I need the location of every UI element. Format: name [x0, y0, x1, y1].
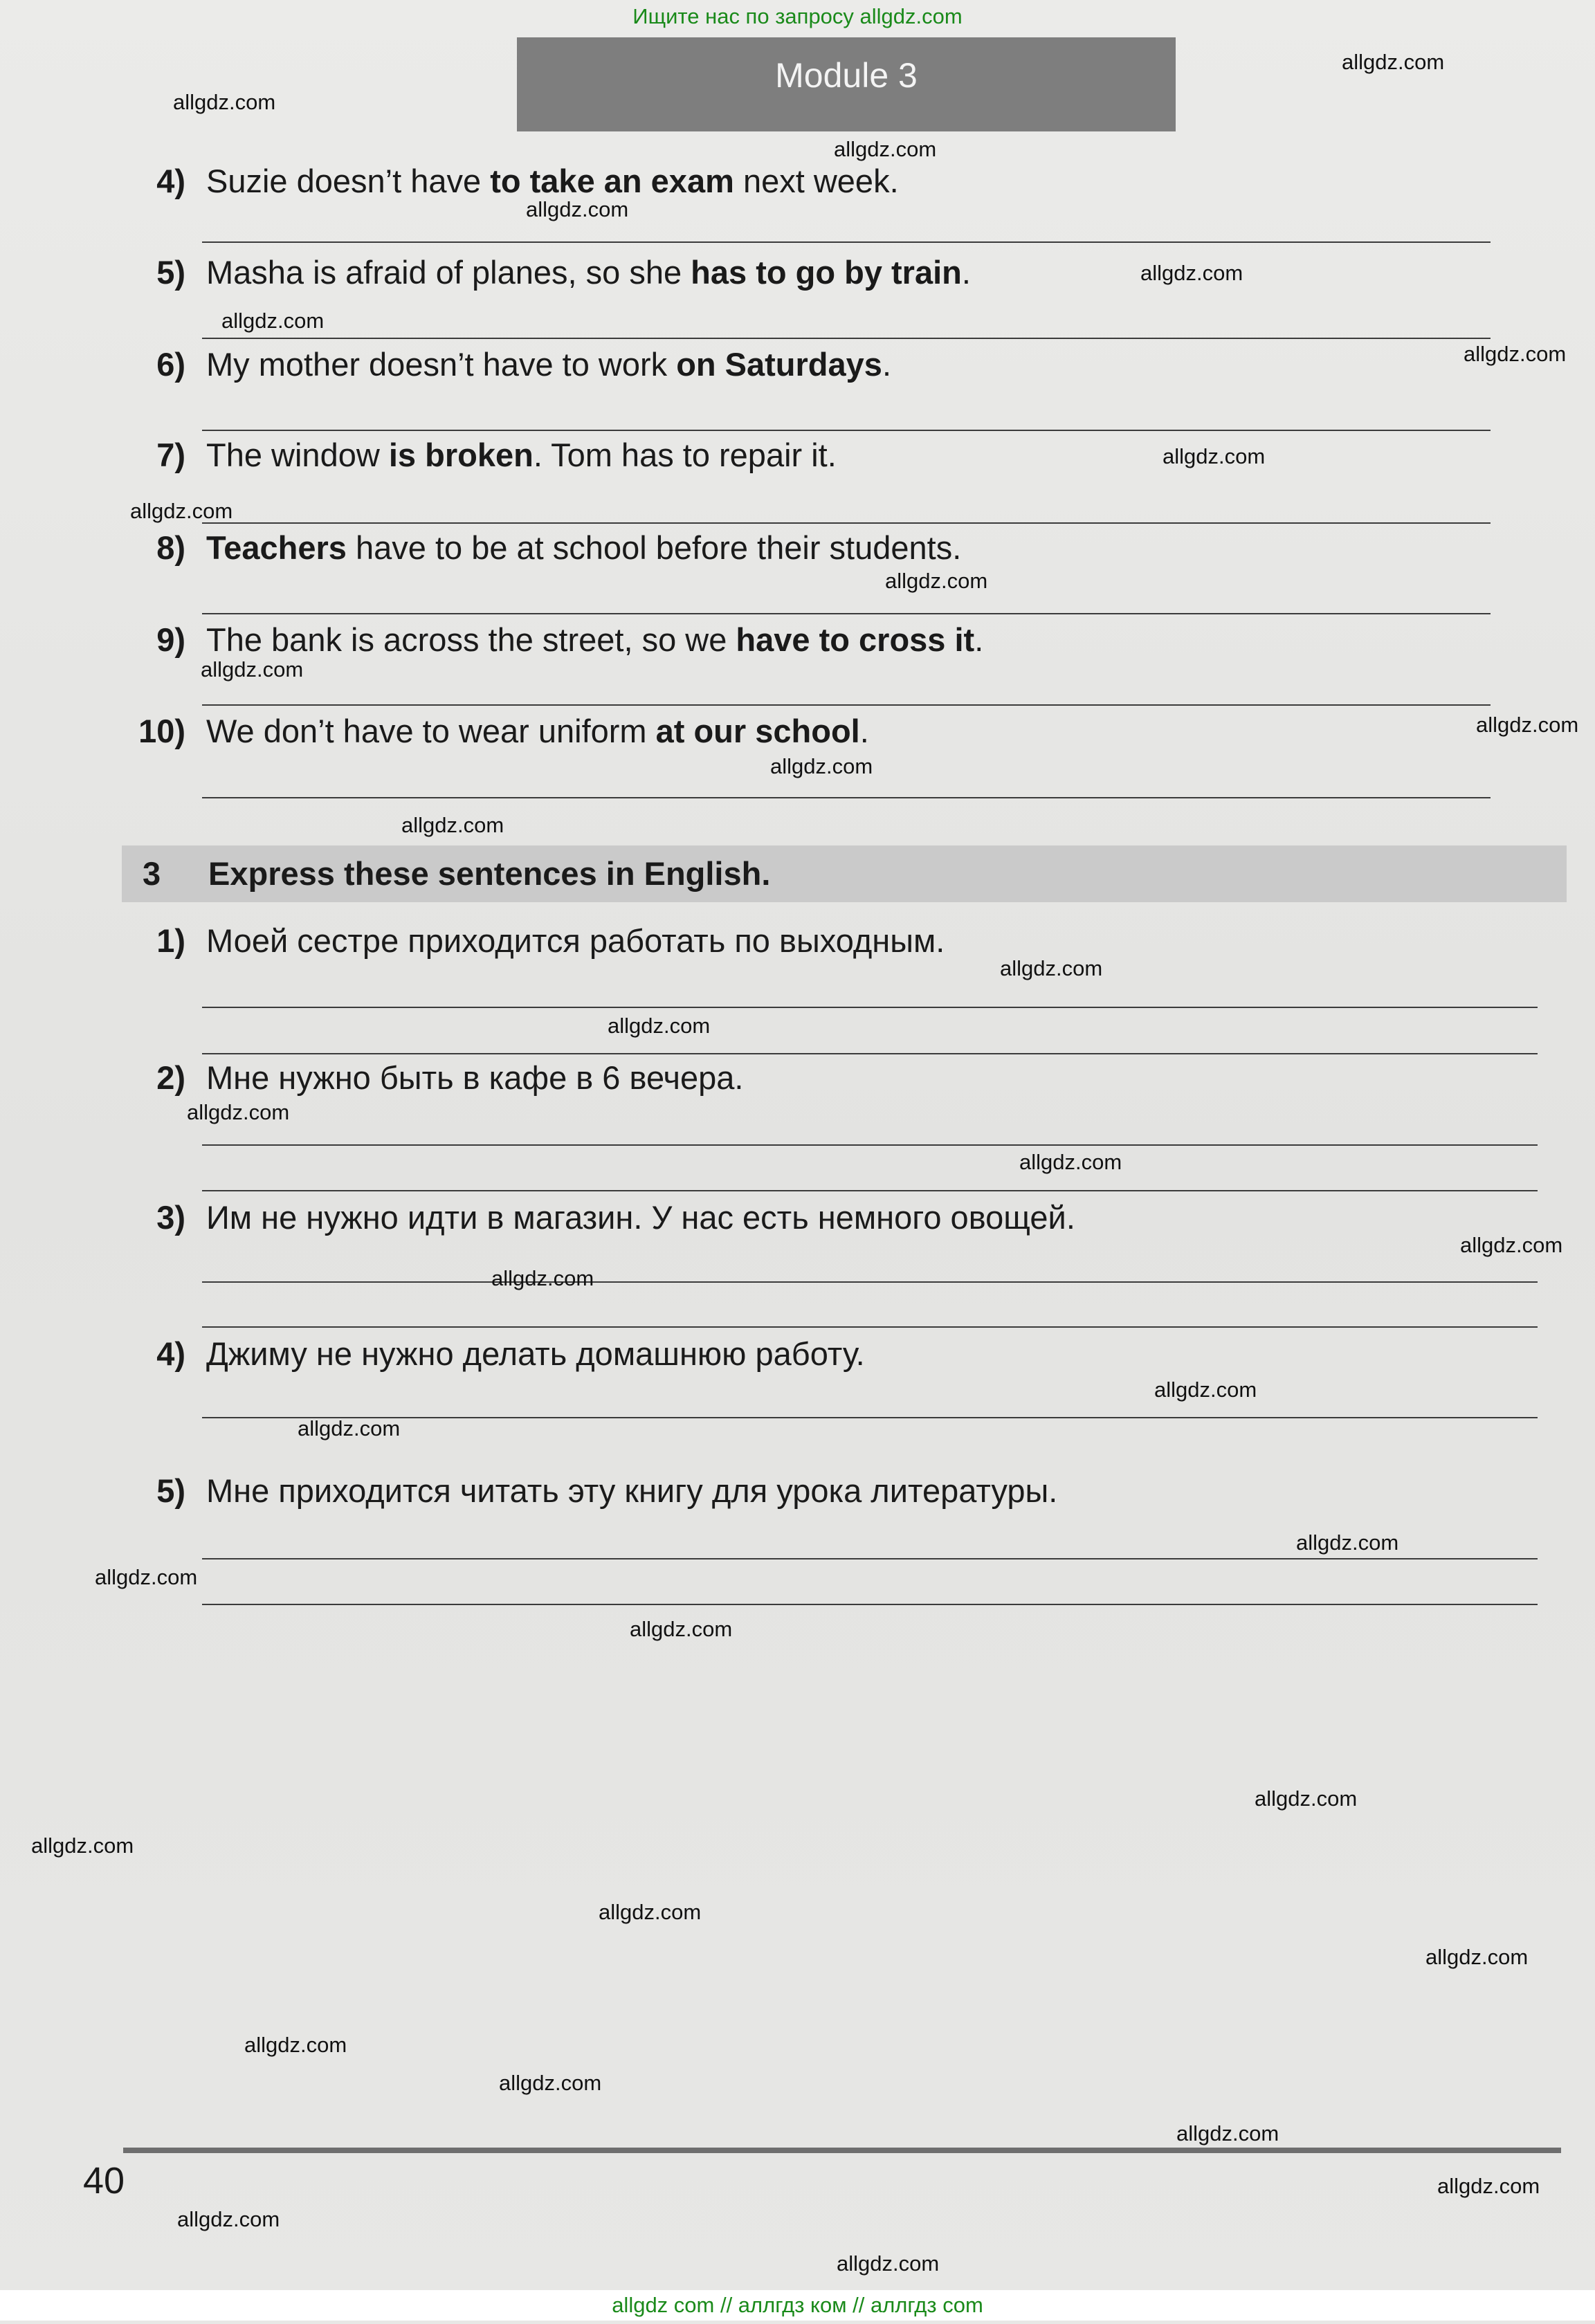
item-number: 2)	[156, 1059, 185, 1096]
item-text-post: . Tom has to repair it.	[533, 437, 837, 473]
item-text-post: have to be at school before their students.	[346, 529, 962, 566]
answer-line[interactable]	[202, 1053, 1538, 1054]
watermark: allgdz.com	[221, 309, 325, 333]
item-number: 8)	[156, 529, 185, 566]
watermark: allgdz.com	[1140, 261, 1243, 285]
item-text-post: .	[961, 254, 971, 291]
item-number: 4)	[156, 1335, 185, 1372]
watermark: allgdz.com	[1476, 713, 1579, 737]
ex2-item-4	[123, 161, 899, 202]
exercise-number: 3	[143, 855, 161, 892]
ex3-item-1	[123, 920, 945, 962]
watermark: allgdz.com	[1437, 2174, 1540, 2198]
item-text-pre: The window	[206, 437, 389, 473]
watermark: allgdz.com	[1296, 1530, 1399, 1555]
item-text-post: .	[974, 621, 984, 658]
module-banner: Module 3	[517, 37, 1176, 131]
bottom-site-link[interactable]: allgdz com // аллгдз ком // аллгдз com	[0, 2290, 1595, 2321]
watermark: allgdz.com	[526, 197, 629, 221]
top-search-link[interactable]: Ищите нас по запросу allgdz.com	[632, 4, 963, 28]
watermark: allgdz.com	[173, 90, 276, 114]
answer-line[interactable]	[202, 613, 1491, 614]
watermark: allgdz.com	[599, 1900, 702, 1924]
item-text-pre: We don’t have to wear uniform	[206, 713, 656, 749]
watermark: allgdz.com	[401, 813, 504, 837]
ex2-item-5	[123, 252, 971, 293]
watermark: allgdz.com	[885, 569, 988, 593]
ex3-item-2	[123, 1057, 744, 1099]
watermark: allgdz.com	[770, 754, 873, 778]
watermark: allgdz.com	[1176, 2121, 1279, 2145]
item-number: 10)	[138, 713, 185, 749]
watermark: allgdz.com	[187, 1100, 290, 1124]
answer-line[interactable]	[202, 430, 1491, 431]
ex2-item-9	[123, 619, 983, 661]
watermark: allgdz.com	[608, 1014, 711, 1038]
answer-line[interactable]	[202, 704, 1491, 706]
item-number: 6)	[156, 346, 185, 383]
page-number: 40	[83, 2160, 125, 2202]
ex2-item-8	[123, 527, 961, 569]
watermark: allgdz.com	[491, 1266, 594, 1290]
ex3-item-3	[123, 1197, 1075, 1238]
ex2-item-6	[123, 344, 891, 385]
item-text-bold: have to cross it	[736, 621, 975, 658]
watermark: allgdz.com	[1000, 956, 1103, 980]
answer-line[interactable]	[202, 1604, 1538, 1605]
watermark: allgdz.com	[1019, 1150, 1122, 1174]
watermark: allgdz.com	[1163, 444, 1266, 468]
exercise-title: Express these sentences in English.	[208, 855, 771, 892]
item-text: Мне нужно быть в кафе в 6 вечера.	[206, 1059, 744, 1096]
item-text-post: next week.	[733, 163, 899, 199]
item-text-pre: My mother doesn’t have to work	[206, 346, 677, 383]
watermark: allgdz.com	[130, 499, 233, 523]
ex3-item-5	[123, 1470, 1057, 1512]
item-text-post: .	[859, 713, 869, 749]
item-text-bold: is broken	[388, 437, 534, 473]
item-number: 1)	[156, 922, 185, 959]
watermark: allgdz.com	[1255, 1786, 1358, 1811]
answer-line[interactable]	[202, 241, 1491, 243]
answer-line[interactable]	[202, 1190, 1538, 1191]
watermark: allgdz.com	[1154, 1378, 1257, 1402]
watermark: allgdz.com	[499, 2071, 602, 2095]
answer-line[interactable]	[202, 1007, 1538, 1008]
answer-line[interactable]	[202, 1417, 1538, 1418]
ex3-item-4	[123, 1333, 865, 1375]
watermark: allgdz.com	[630, 1617, 733, 1641]
item-number: 3)	[156, 1199, 185, 1236]
watermark: allgdz.com	[177, 2207, 280, 2231]
item-text-bold: Teachers	[206, 529, 347, 566]
watermark: allgdz.com	[1342, 50, 1445, 74]
item-text: Им не нужно идти в магазин. У нас есть немного овощей.	[206, 1199, 1075, 1236]
answer-line[interactable]	[202, 1326, 1538, 1328]
watermark: allgdz.com	[95, 1565, 198, 1589]
item-text-pre: The bank is across the street, so we	[206, 621, 736, 658]
watermark: allgdz.com	[1425, 1945, 1529, 1969]
item-number: 5)	[156, 254, 185, 291]
item-number: 4)	[156, 163, 185, 199]
item-number: 7)	[156, 437, 185, 473]
item-text-bold: to take an exam	[490, 163, 734, 199]
item-number: 5)	[156, 1472, 185, 1509]
ex2-item-7	[123, 434, 837, 476]
answer-line[interactable]	[202, 1281, 1538, 1283]
item-text-bold: at our school	[655, 713, 860, 749]
watermark: allgdz.com	[201, 657, 304, 681]
item-text-post: .	[882, 346, 891, 383]
answer-line[interactable]	[202, 797, 1491, 798]
answer-line[interactable]	[202, 522, 1491, 524]
item-text-pre: Suzie doesn’t have	[206, 163, 491, 199]
item-text-pre: Masha is afraid of planes, so she	[206, 254, 691, 291]
item-text: Джиму не нужно делать домашнюю работу.	[206, 1335, 865, 1372]
watermark: allgdz.com	[834, 137, 937, 161]
watermark: allgdz.com	[31, 1833, 134, 1858]
watermark: allgdz.com	[244, 2033, 347, 2057]
answer-line[interactable]	[202, 1144, 1538, 1146]
watermark: allgdz.com	[837, 2251, 940, 2276]
item-text: Мне приходится читать эту книгу для урока литературы.	[206, 1472, 1058, 1509]
watermark: allgdz.com	[298, 1416, 401, 1440]
item-text-bold: on Saturdays	[676, 346, 882, 383]
ex2-item-10	[123, 711, 869, 752]
item-text-bold: has to go by train	[691, 254, 962, 291]
watermark: allgdz.com	[1460, 1233, 1563, 1257]
footer-rule	[123, 2148, 1561, 2153]
answer-line[interactable]	[202, 338, 1491, 339]
item-text: Моей сестре приходится работать по выходным.	[206, 922, 945, 959]
answer-line[interactable]	[202, 1558, 1538, 1559]
watermark: allgdz.com	[1464, 342, 1567, 366]
item-number: 9)	[156, 621, 185, 658]
